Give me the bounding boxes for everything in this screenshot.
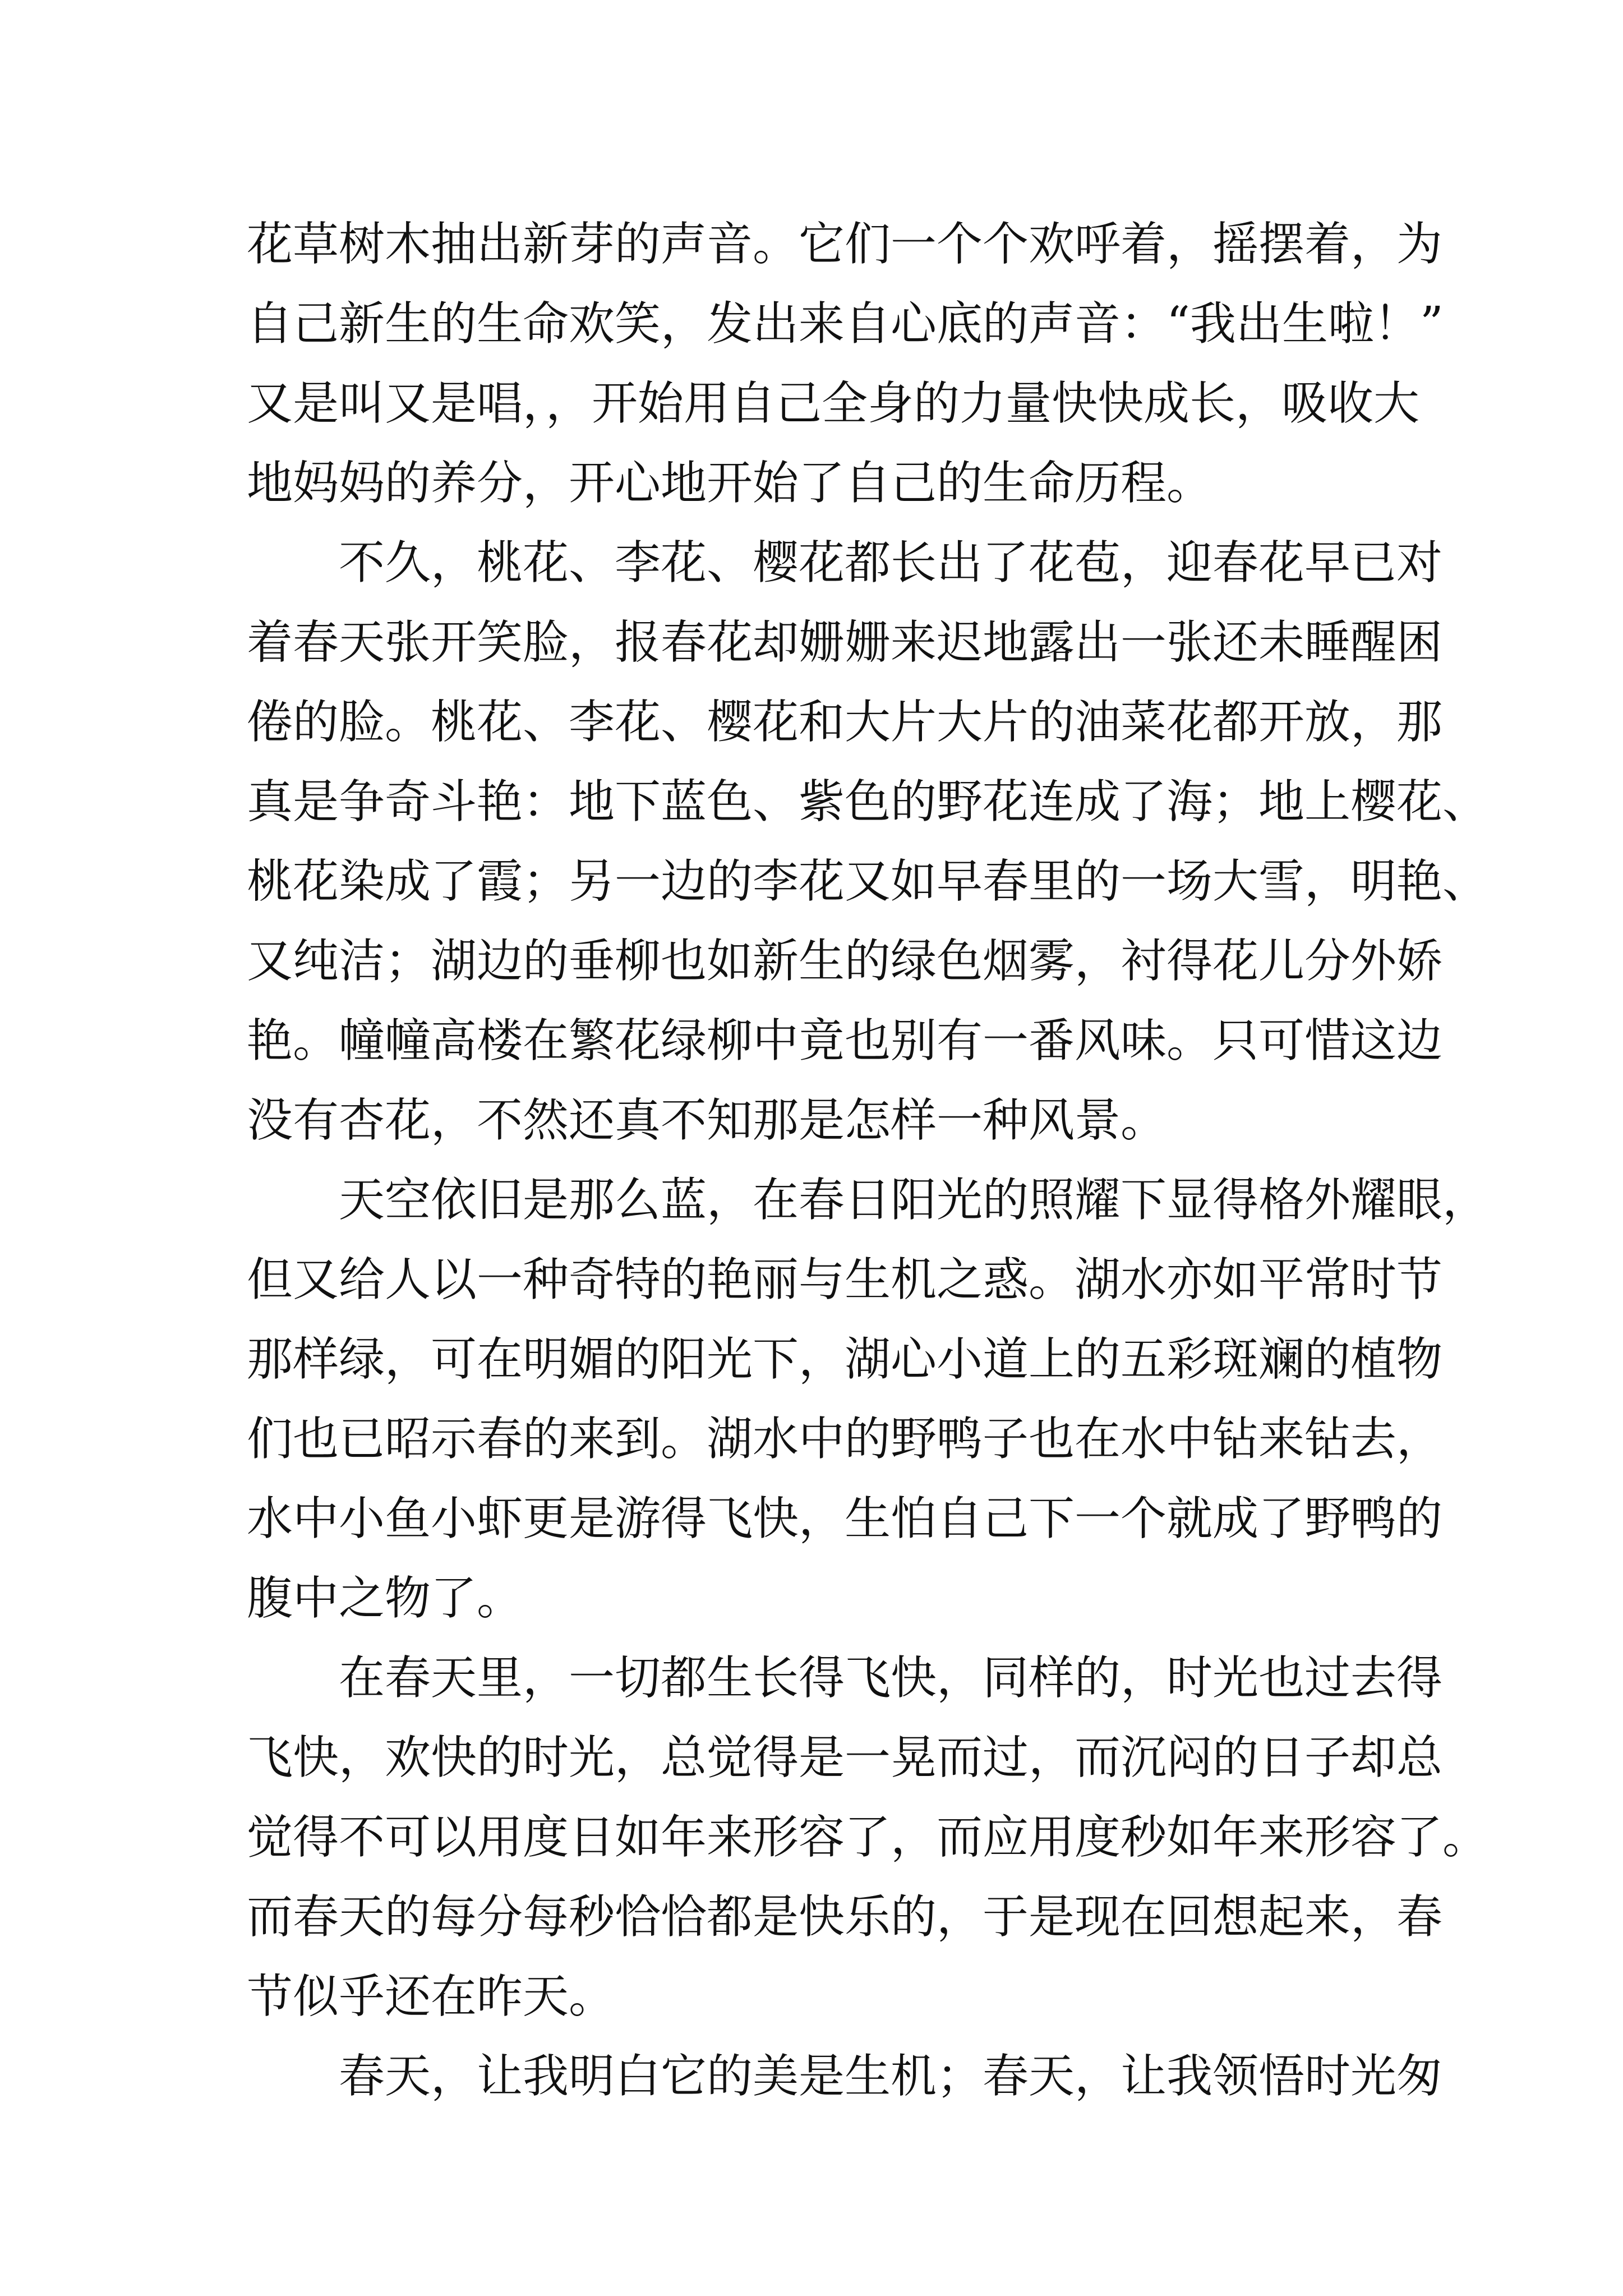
text-line: 着春天张开笑脸，报春花却姗姗来迟地露出一张还未睡醒困 [247,616,1443,669]
text-line: 又是叫又是唱，，开始用自己全身的力量快快成长，吸收大 [247,377,1420,430]
text-line: 觉得不可以用度日如年来形容了，而应用度秒如年来形容了。 [247,1811,1489,1864]
text-line: 不久，桃花、李花、樱花都长出了花苞，迎春花早已对 [339,536,1443,590]
text-line: 花草树木抽出新芽的声音。它们一个个欢呼着，摇摆着，为 [247,218,1443,271]
text-line: 天空依旧是那么蓝，在春日阳光的照耀下显得格外耀眼， [339,1174,1489,1227]
text-line: 地妈妈的养分，开心地开始了自己的生命历程。 [247,457,1213,510]
text-line: 那样绿，可在明媚的阳光下，湖心小道上的五彩斑斓的植物 [247,1333,1443,1386]
text-line: 腹中之物了。 [247,1572,523,1625]
text-line: 自己新生的生命欢笑，发出来自心底的声音：“我出生啦！” [247,297,1444,351]
paragraph [247,1161,1489,1639]
paragraph [247,523,1489,1161]
text-line: 但又给人以一种奇特的艳丽与生机之惑。湖水亦如平常时节 [247,1253,1443,1306]
text-line: 又纯洁；湖边的垂柳也如新生的绿色烟雾，衬得花儿分外娇 [247,935,1443,988]
text-line: 在春天里，一切都生长得飞快，同样的，时光也过去得 [339,1651,1443,1705]
essay-body [247,205,1489,2116]
text-line: 真是争奇斗艳：地下蓝色、紫色的野花连成了海；地上樱花、 [247,775,1489,829]
paragraph [247,1639,1489,2037]
paragraph [247,205,1444,523]
text-line: 节似乎还在昨天。 [247,1970,615,2023]
text-line: 倦的脸。桃花、李花、樱花和大片大片的油菜花都开放，那 [247,696,1443,749]
text-line: 艳。幢幢高楼在繁花绿柳中竟也别有一番风味。只可惜这边 [247,1014,1443,1068]
text-line: 春天，让我明白它的美是生机；春天，让我领悟时光匆 [339,2050,1443,2103]
paragraph [247,2037,1443,2116]
text-line: 水中小鱼小虾更是游得飞快，生怕自己下一个就成了野鸭的 [247,1492,1443,1545]
text-line: 们也已昭示春的来到。湖水中的野鸭子也在水中钻来钻去， [247,1412,1443,1466]
text-line: 没有杏花，不然还真不知那是怎样一种风景。 [247,1094,1167,1147]
text-line: 桃花染成了霞；另一边的李花又如早春里的一场大雪，明艳、 [247,855,1489,908]
text-line: 而春天的每分每秒恰恰都是快乐的，于是现在回想起来，春 [247,1890,1443,1944]
text-line: 飞快，欢快的时光，总觉得是一晃而过，而沉闷的日子却总 [247,1731,1443,1784]
